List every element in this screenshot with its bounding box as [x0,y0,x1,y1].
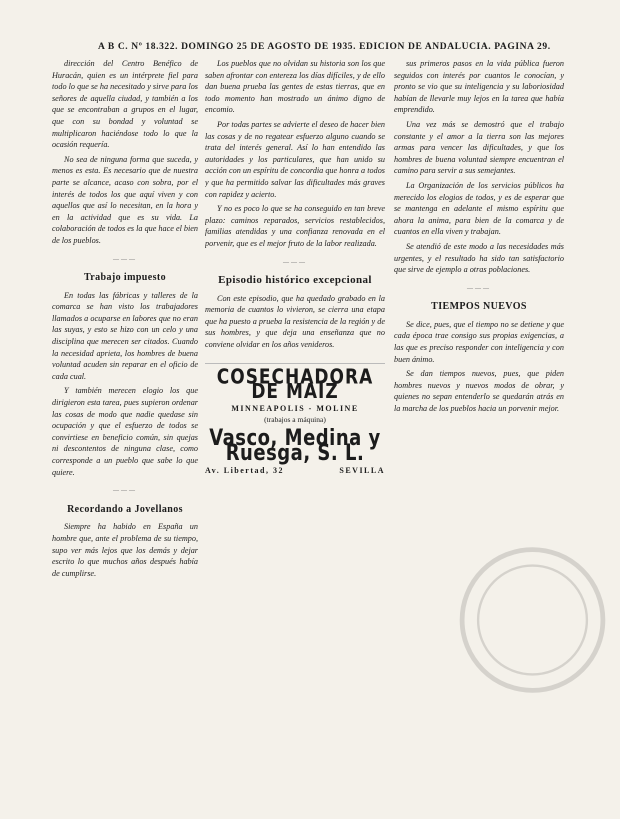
article-paragraph: dirección del Centro Benéfico de Huracán, quien es un intérprete fiel para todo lo que se ha necesitado y sirve para los señores de aquella ciudad, y también a los que se encontraban a grupos en el lugar, que con su bondad y voluntad se multiplicaron haciéndose todo lo que la ocasión requería. [52,59,198,150]
article-paragraph: Por todas partes se advierte el deseo de hacer bien las cosas y de no regatear esfuerzo alguno cuando se trata del interés general. Así lo han entendido las autoridades y los particulares, que han unido su acción con un espíritu de concordia que honra a todos y que ha permitido salvar las dificultades más graves con rapidez y acierto. [205,119,385,199]
section-heading-tiempos: TIEMPOS NUEVOS [431,301,527,313]
ad-address: Av. Libertad, 32 [205,466,284,476]
ad-subtitle: (trabajos a máquina) [264,415,326,425]
advertisement [205,363,385,477]
article-paragraph: No sea de ninguna forma que suceda, y menos es esta. Es necesario que de nuestra parte se alcance, acaso con sobra, por el interés de todos los que aquí viven y con aquellos que así lo necesitan, en la hora y en la actividad que es su vida. La colaboración de todos es la que hace el bien de los pueblos. [52,154,198,245]
article-paragraph: Se dan tiempos nuevos, pues, que piden hombres nuevos y nuevos modos de obrar, y quienes no sepan entenderlo se quedarán atrás en la marcha de los pueblos hacia un porvenir mejor. [394,369,564,414]
article-paragraph: sus primeros pasos en la vida pública fueron seguidos con interés por cuantos le conocían, y pronto se vio que su inteligencia y su laboriosidad habían de llevarle muy lejos en la tarea que había emprendido. [394,59,564,115]
article-paragraph: Una vez más se demostró que el trabajo constante y el amor a la tierra son las mejores armas para vencer las dificultades, y que los hombres de buena voluntad siempre encuentran el camino para servir a sus semejantes. [394,119,564,176]
article-paragraph: La Organización de los servicios públicos ha merecido los elogios de todos, y es de esperar que se mantenga en adelante el mismo espíritu que ahora la anima, para bien de la comarca y de cuantos en ella viven y trabajan. [394,180,564,237]
watermark-stamp-icon [450,540,615,700]
article-paragraph: Los pueblos que no olvidan su historia son los que saben afrontar con entereza los días difíciles, y de ello dan buena prueba las gentes de estas tierras, que en todo momento han mostrado un ánimo digno de encomio. [205,59,385,115]
column-2 [205,58,385,813]
article-paragraph: Y no es poco lo que se ha conseguido en tan breve plazo: caminos reparados, servicios restablecidos, familias atendidas y una confianza renovada en el porvenir, que es el mejor fruto de la labor realizada. [205,204,385,248]
article-paragraph: Y también merecen elogio los que dirigieron esta tarea, pues supieron ordenar las cosas de modo que nadie quedase sin ocupación y que el esfuerzo de todos se convirtiese en beneficio común, sin quejas ni descontentos de ninguna clase, como corresponde a un pueblo que sabe lo que quiere. [52,386,198,477]
ad-footer [205,465,385,477]
section-heading-trabajo: Trabajo impuesto [83,272,167,284]
ad-company: Vasco, Medina y Ruesga, S. L. [209,424,381,466]
article-paragraph: Siempre ha habido en España un hombre que, ante el problema de su tiempo, supo ver más lejos que los demás y dejar escrito lo que muchos años después había de cumplirse. [52,522,198,578]
ad-city: SEVILLA [339,466,385,476]
section-divider: ——— [113,488,137,495]
column-1 [52,58,198,813]
ad-title: COSECHADORA DE MAIZ [216,365,374,404]
section-heading-episodio: Episodio histórico excepcional [218,274,372,287]
ad-brands: MINNEAPOLIS - MOLINE [231,403,359,413]
article-paragraph: En todas las fábricas y talleres de la comarca se han visto los trabajadores llamados a ocuparse en labores que no eran las suyas, y esto se hizo con un celo y una disciplina que merecen ser citados. Cuando la necesidad aprieta, los hombres de buena voluntad acuden sin reparar en el oficio de cada cual. [52,290,198,381]
article-paragraph: Se dice, pues, que el tiempo no se detiene y que cada época trae consigo sus propias exigencias, a las que es preciso responder con inteligencia y con buen ánimo. [394,319,564,364]
section-heading-jovellanos: Recordando a Jovellanos [67,503,183,515]
section-divider: ——— [283,259,307,266]
article-paragraph: Se atendió de este modo a las necesidades más urgentes, y el resultado ha sido tan satisfactorio que sirve de ejemplo a otras poblaciones. [394,241,564,275]
section-divider: ——— [467,285,491,292]
section-divider: ——— [113,256,137,263]
masthead-line: A B C. Nº 18.322. DOMINGO 25 DE AGOSTO DE 1935. EDICION DE ANDALUCIA. PAGINA 29. [98,42,551,52]
article-paragraph: Con este episodio, que ha quedado grabado en la memoria de cuantos lo vivieron, se cierra una etapa que ha puesto a prueba la resistencia de la región y de sus hombres, y que deja una enseñanza que no conviene olvidar en los años venideros. [205,293,385,350]
